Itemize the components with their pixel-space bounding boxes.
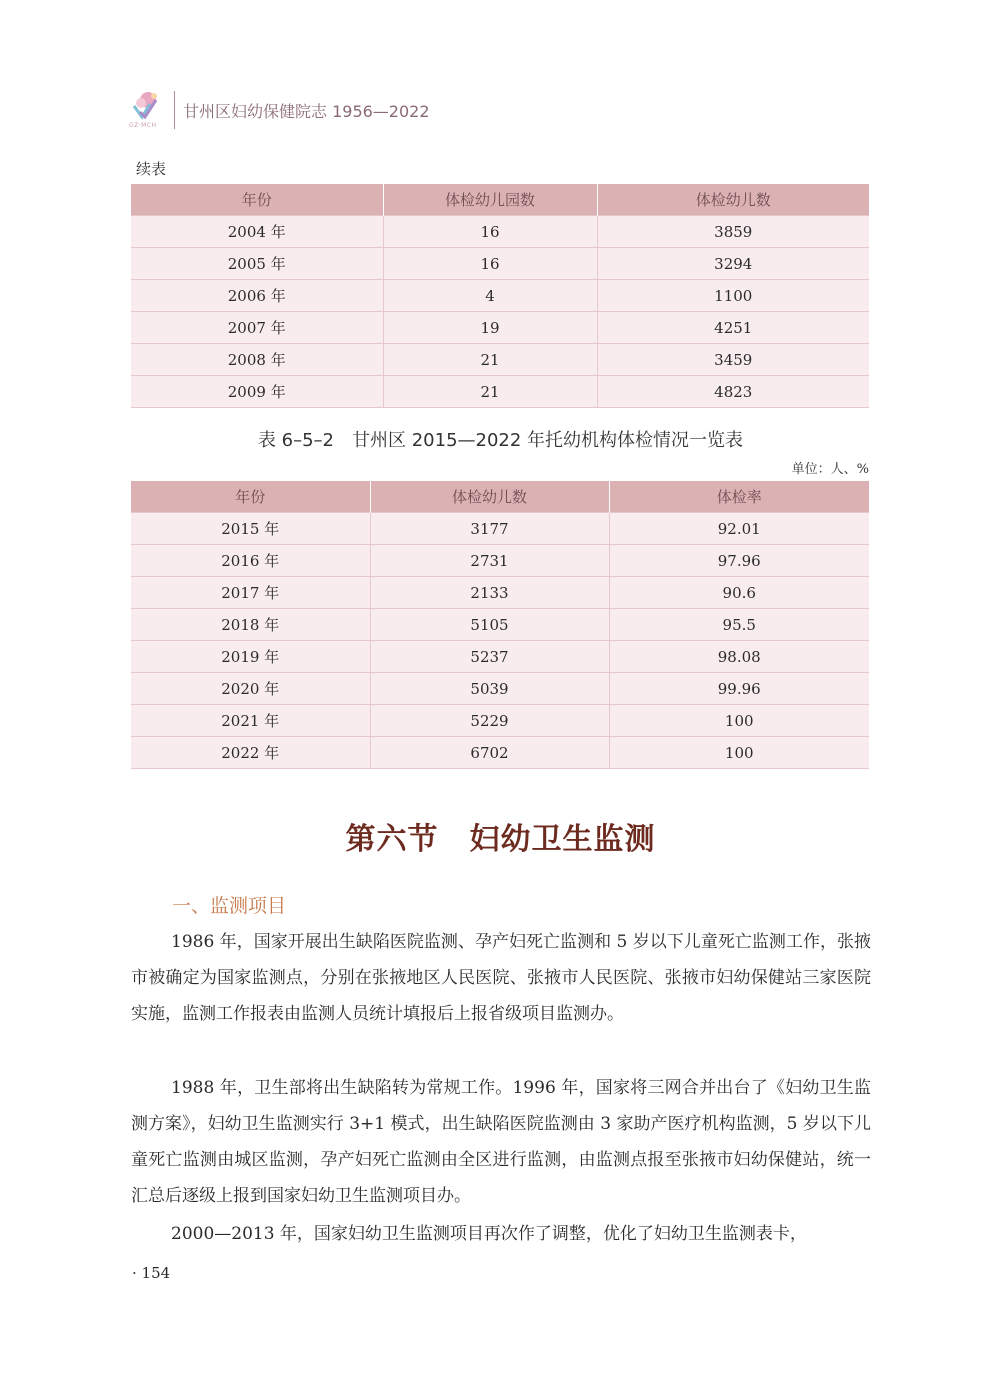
table-row <box>131 216 869 248</box>
cell-children: 5229 <box>370 705 609 737</box>
cell-kindergartens: 16 <box>383 216 597 248</box>
column-header-children: 体检幼儿数 <box>370 481 609 513</box>
cell-kindergartens: 21 <box>383 376 597 408</box>
header-divider <box>174 91 175 129</box>
cell-rate: 90.6 <box>609 577 869 609</box>
cell-year: 2022 年 <box>131 737 370 769</box>
cell-year: 2009 年 <box>131 376 383 408</box>
cell-year: 2008 年 <box>131 344 383 376</box>
cell-rate: 95.5 <box>609 609 869 641</box>
column-header-rate: 体检率 <box>609 481 869 513</box>
table-header-row <box>131 184 869 216</box>
cell-children: 4823 <box>597 376 869 408</box>
body-paragraph: 1986 年，国家开展出生缺陷医院监测、孕产妇死亡监测和 5 岁以下儿童死亡监测工作，张掖市被确定为国家监测点，分别在张掖地区人民医院、张掖市人民医院、张掖市妇幼保健站三家医院实施，监测工作报表由监测人员统计填报后上报省级项目监测办。 <box>131 932 871 1024</box>
cell-children: 5039 <box>370 673 609 705</box>
table-row <box>131 312 869 344</box>
cell-children: 3459 <box>597 344 869 376</box>
cell-children: 1100 <box>597 280 869 312</box>
table-unit: 单位：人、% <box>791 462 869 477</box>
body-paragraph: 2000—2013 年，国家妇幼卫生监测项目再次作了调整，优化了妇幼卫生监测表卡， <box>171 1224 807 1244</box>
table-row <box>131 376 869 408</box>
table-row <box>131 513 869 545</box>
table-row <box>131 545 869 577</box>
table-childcare-checkups <box>131 481 869 769</box>
book-title: 甘州区妇幼保健院志 1956—2022 <box>183 101 430 121</box>
cell-rate: 99.96 <box>609 673 869 705</box>
cell-children: 3859 <box>597 216 869 248</box>
cell-year: 2016 年 <box>131 545 370 577</box>
cell-year: 2019 年 <box>131 641 370 673</box>
cell-rate: 100 <box>609 737 869 769</box>
cell-children: 3177 <box>370 513 609 545</box>
column-header-children: 体检幼儿数 <box>597 184 869 216</box>
cell-year: 2006 年 <box>131 280 383 312</box>
table-row <box>131 641 869 673</box>
body-paragraph: 1988 年，卫生部将出生缺陷转为常规工作。1996 年，国家将三网合并出台了《妇幼卫生监测方案》，妇幼卫生监测实行 3+1 模式，出生缺陷医院监测由 3 家助产医疗机构监测，5 岁以下儿童死亡监测由城区监测，孕产妇死亡监测由全区进行监测，由监测点报至张掖市妇幼保健站，统一汇总后逐级上报到国家妇幼卫生监测项目办。 <box>131 1078 871 1206</box>
column-header-year: 年份 <box>131 184 383 216</box>
cell-year: 2021 年 <box>131 705 370 737</box>
cell-year: 2018 年 <box>131 609 370 641</box>
cell-rate: 100 <box>609 705 869 737</box>
table-row <box>131 705 869 737</box>
column-header-year: 年份 <box>131 481 370 513</box>
subsection-heading: 一、监测项目 <box>172 895 287 917</box>
table-row <box>131 280 869 312</box>
cell-children: 2133 <box>370 577 609 609</box>
cell-children: 3294 <box>597 248 869 280</box>
cell-kindergartens: 21 <box>383 344 597 376</box>
cell-kindergartens: 4 <box>383 280 597 312</box>
table-kindergarten-checkups <box>131 184 869 408</box>
cell-rate: 98.08 <box>609 641 869 673</box>
cell-year: 2015 年 <box>131 513 370 545</box>
cell-year: 2004 年 <box>131 216 383 248</box>
cell-year: 2020 年 <box>131 673 370 705</box>
cell-children: 4251 <box>597 312 869 344</box>
page-number: · 154 <box>132 1264 171 1282</box>
cell-rate: 92.01 <box>609 513 869 545</box>
cell-year: 2005 年 <box>131 248 383 280</box>
cell-children: 2731 <box>370 545 609 577</box>
cell-children: 5237 <box>370 641 609 673</box>
table-row <box>131 248 869 280</box>
cell-children: 6702 <box>370 737 609 769</box>
table-row <box>131 737 869 769</box>
cell-year: 2007 年 <box>131 312 383 344</box>
cell-kindergartens: 16 <box>383 248 597 280</box>
table-title: 表 6–5–2 甘州区 2015—2022 年托幼机构体检情况一览表 <box>257 430 744 451</box>
table-continued-caption: 续表 <box>136 160 167 178</box>
section-title: 第六节 妇幼卫生监测 <box>345 822 656 857</box>
table-row <box>131 609 869 641</box>
cell-year: 2017 年 <box>131 577 370 609</box>
hospital-logo <box>128 90 164 130</box>
page-header <box>128 88 430 132</box>
table-header-row <box>131 481 869 513</box>
cell-kindergartens: 19 <box>383 312 597 344</box>
table-row <box>131 577 869 609</box>
table-row <box>131 344 869 376</box>
column-header-kindergartens: 体检幼儿园数 <box>383 184 597 216</box>
cell-rate: 97.96 <box>609 545 869 577</box>
cell-children: 5105 <box>370 609 609 641</box>
table-row <box>131 673 869 705</box>
logo-text: GZ·MCH <box>129 122 157 129</box>
